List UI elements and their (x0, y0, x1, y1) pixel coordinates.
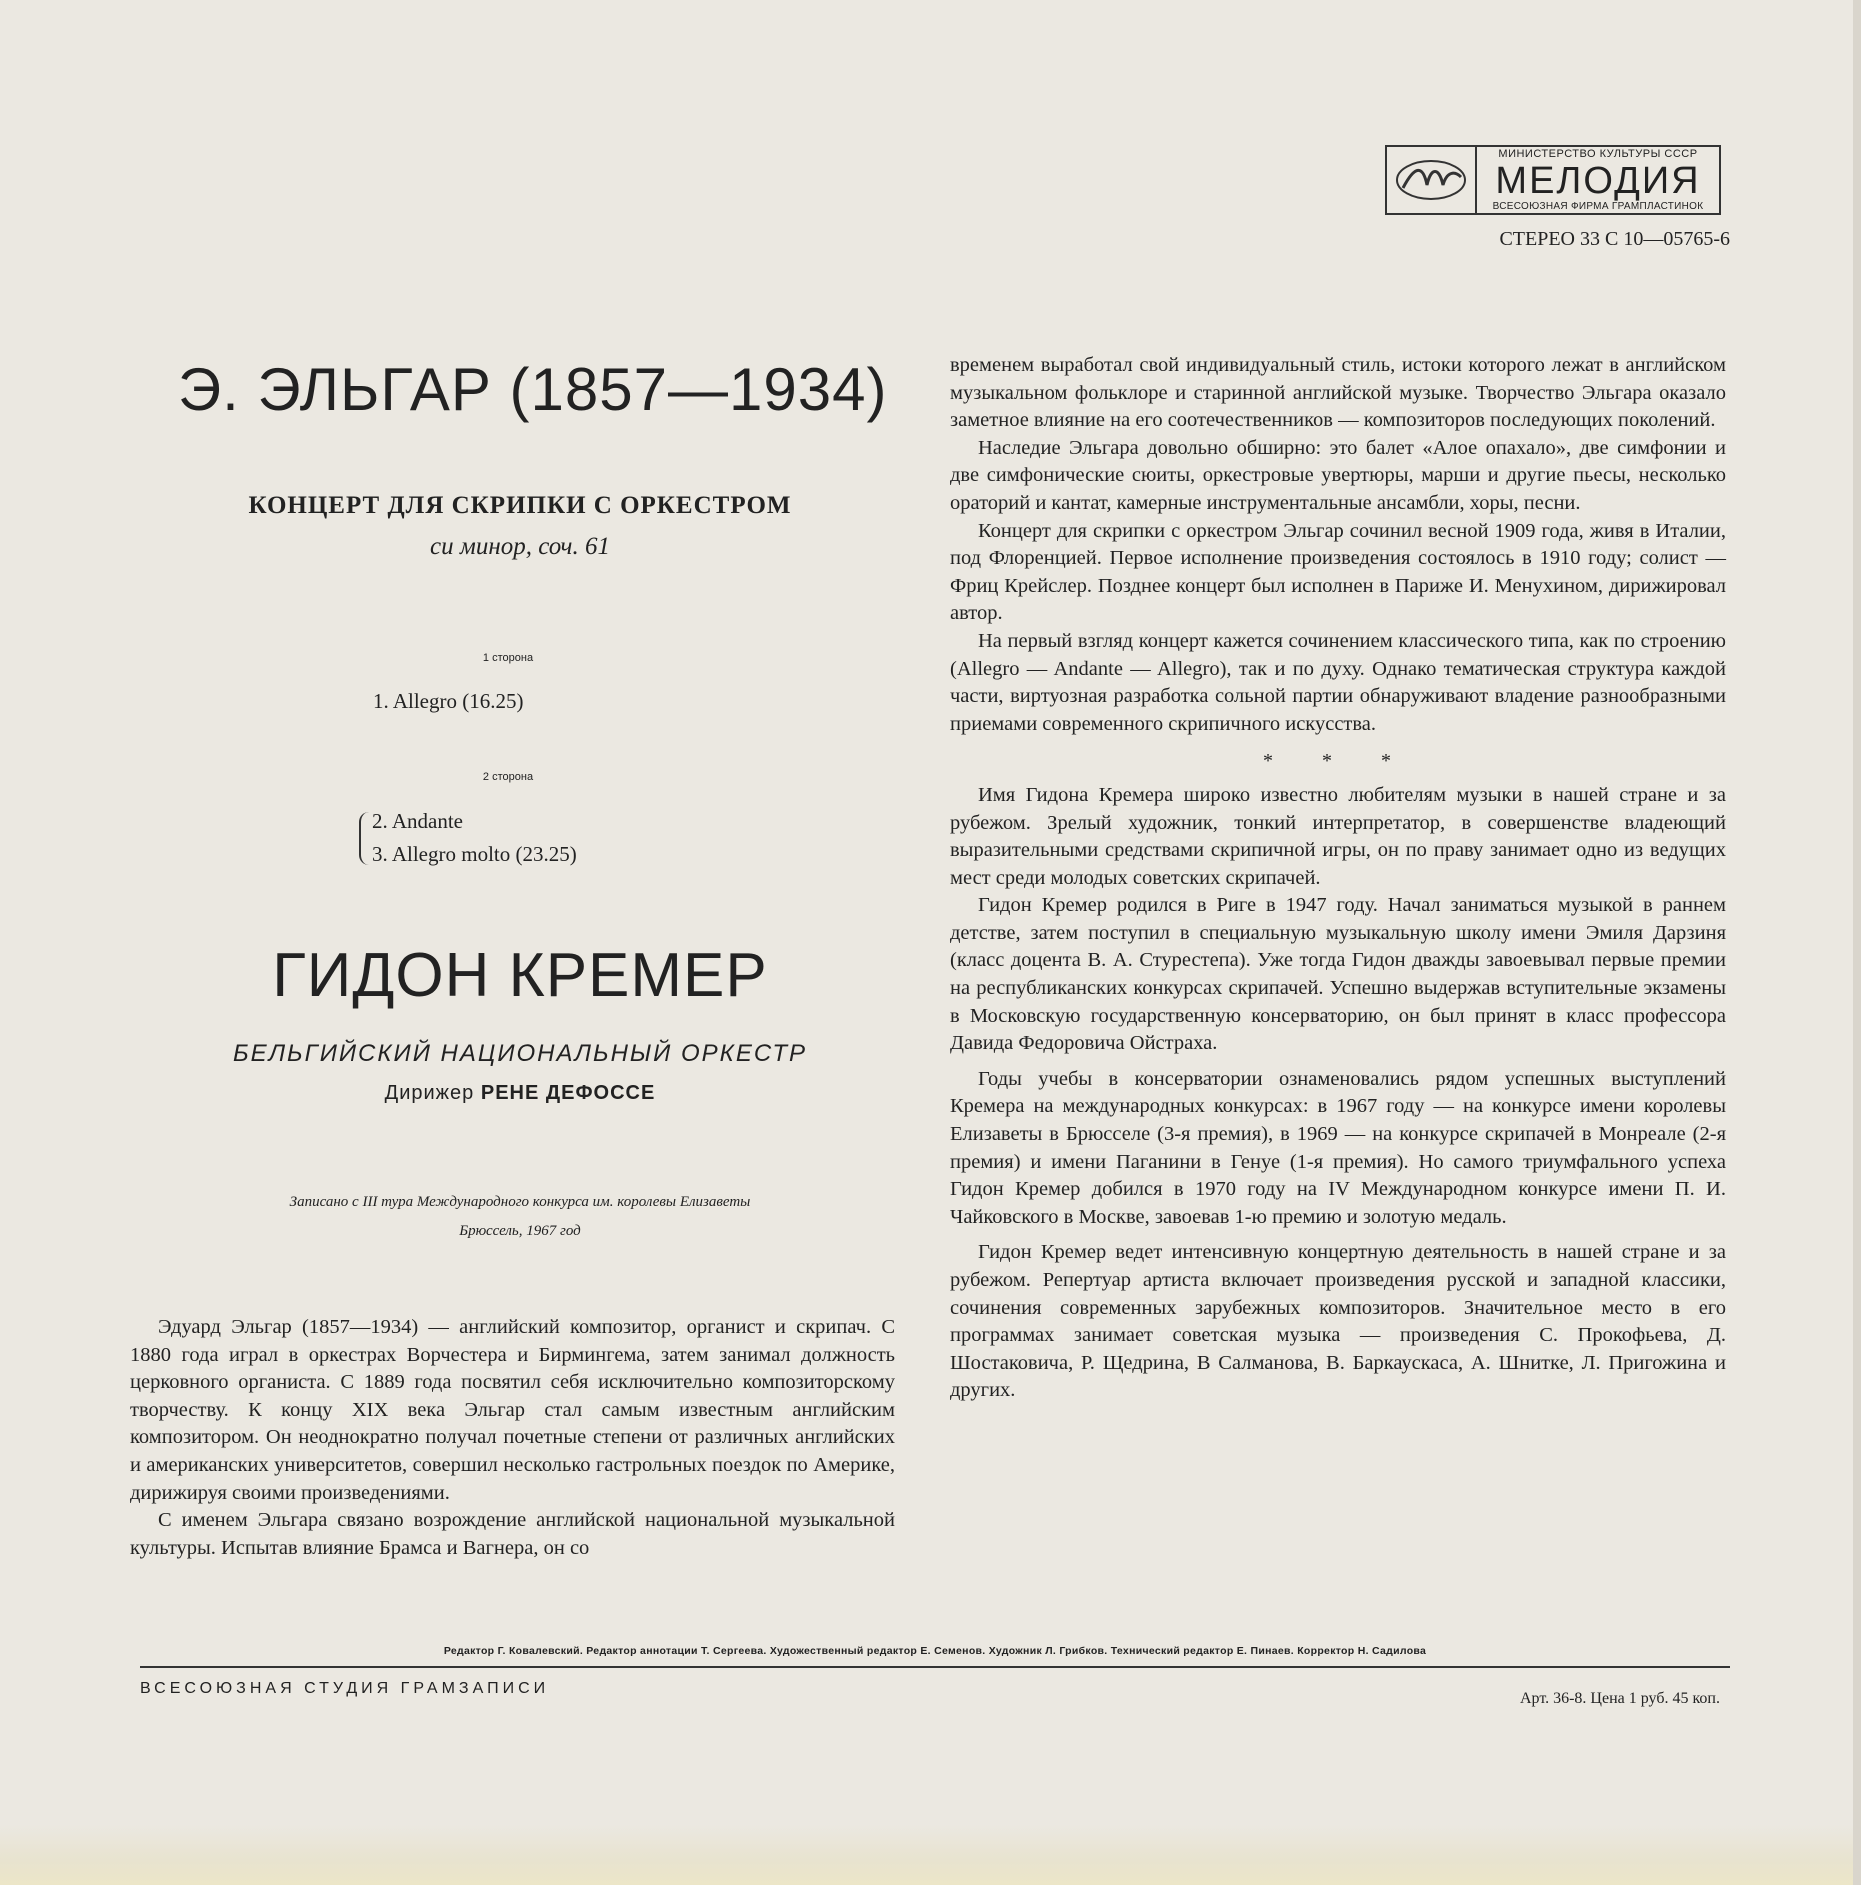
recording-note-line2: Брюссель, 1967 год (459, 1223, 581, 1239)
paragraph: Годы учебы в консерватории ознаменовались рядом успешных выступлений Кремера на международных конкурсах: в 1967 году — на конкурсе имени королевы Елизаветы в Брюсселе (3-я премия), в 1969 — на конкурсе скрипачей в Монреале (2-я премия) и имени Паганини в Генуе (1-я премия). Но самого триумфального успеха Гидон Кремер добился в 1970 году на IV Международном конкурсе имени П. И. Чайковского в Москве, завоевав 1-ю премию и золотую медаль. (950, 1067, 1726, 1228)
annotation-right-column (950, 352, 1726, 1405)
paragraph: временем выработал свой индивидуальный стиль, истоки которого лежат в английском музыкальном фольклоре и старинной английской музыке. Творчество Эльгара оказало заметное влияние на его соотечественников — композиторов последующих поколений. (950, 354, 1726, 432)
paragraph: Наследие Эльгара довольно обширно: это балет «Алое опахало», две симфонии и две симфонические сюиты, оркестровые увертюры, марши и другие пьесы, несколько ораторий и кантат, камерные инструментальные ансамбли, хоры, песни. (950, 436, 1726, 514)
studio-name: ВСЕСОЮЗНАЯ СТУДИЯ ГРАМЗАПИСИ (140, 1680, 550, 1697)
paper-edge (0, 1825, 1853, 1885)
annotation-left-column (130, 1314, 895, 1562)
logo-company: ВСЕСОЮЗНАЯ ФИРМА ГРАМПЛАСТИНОК (1492, 200, 1704, 212)
credits-line: Редактор Г. Ковалевский. Редактор аннотации Т. Сергеева. Художественный редактор Е. Семенов. Художник Л. Грибков. Технический редактор Е. Пинаев. Корректор Н. Садилова (443, 1645, 1427, 1657)
side-1-label: 1 сторона (482, 652, 534, 664)
tracks-brace (359, 812, 373, 865)
conductor-line (180, 1082, 860, 1105)
paragraph: С именем Эльгара связано возрождение английской национальной музыкальной культуры. Испытав влияние Брамса и Вагнера, он со (130, 1509, 895, 1559)
paragraph: Имя Гидона Кремера широко известно любителям музыки в нашей стране и за рубежом. Зрелый художник, тонкий интерпретатор, в совершенстве владеющий выразительными средствами скрипичной игры, он по праву занимает одно из ведущих мест среди молодых советских скрипачей. (950, 783, 1726, 889)
conductor-name: РЕНЕ ДЕФОССЕ (480, 1082, 656, 1104)
logo-ministry: МИНИСТЕРСТВО КУЛЬТУРЫ СССР (1498, 147, 1698, 160)
paragraph: Гидон Кремер ведет интенсивную концертную деятельность в нашей стране и за рубежом. Репертуар артиста включает произведения русской и западной классики, сочинения современных зарубежных композиторов. Значительное место в его программах занимает советская музыка — произведения С. Прокофьева, Д. Шостаковича, Р. Щедрина, В Салманова, В. Баркаускаса, А. Шнитке, Л. Пригожина и других. (950, 1241, 1726, 1402)
catalog-number: СТЕРЕО 33 С 10—05765-6 (1499, 228, 1730, 250)
paragraph: Эдуард Эльгар (1857—1934) — английский композитор, органист и скрипач. С 1880 года играл в оркестрах Ворчестера и Бирмингема, затем занимал должность церковного органиста. С 1889 года посвятил себя исключительно композиторскому творчеству. К концу XIX века Эльгар стал самым известным английским композитором. Он неоднократно получал почетные степени от различных английских и американских университетов, совершил несколько гастрольных поездок по Америке, дирижируя своими произведениями. (130, 1316, 895, 1504)
recording-note (150, 1188, 890, 1246)
footer-divider (140, 1666, 1730, 1668)
side-2-label: 2 сторона (482, 771, 534, 783)
orchestra-name: БЕЛЬГИЙСКИЙ НАЦИОНАЛЬНЫЙ ОРКЕСТР (232, 1040, 808, 1067)
price-line: Арт. 36-8. Цена 1 руб. 45 коп. (1519, 1690, 1720, 1707)
logo-brand: МЕЛОДИЯ (1495, 159, 1701, 202)
paragraph: На первый взгляд концерт кажется сочинением классического типа, как по строению (Allegro — Andante — Allegro), так и по духу. Однако тематическая структура каждой части, виртуозная разработка сольной партии обнаруживают владение разнообразными приемами современного скрипичного искусства. (950, 629, 1726, 735)
melodiya-logo (1385, 145, 1721, 215)
melodiya-emblem-icon (1387, 147, 1477, 213)
paragraph: Концерт для скрипки с оркестром Эльгар сочинил весной 1909 года, живя в Италии, под Флоренцией. Первое исполнение произведения состоялось в 1910 году; солист — Фриц Крейслер. Позднее концерт был исполнен в Париже И. Менухином, дирижировал автор. (950, 519, 1726, 625)
section-separator: * * * (1263, 750, 1413, 773)
conductor-prefix: Дирижер (384, 1082, 475, 1104)
recording-note-line1: Записано с III тура Международного конкурса им. королевы Елизаветы (289, 1194, 751, 1210)
track-2: 2. Andante (372, 809, 463, 833)
performer-heading: ГИДОН КРЕМЕР (272, 941, 768, 1010)
logo-text (1477, 149, 1719, 212)
track-1: 1. Allegro (16.25) (373, 689, 524, 713)
work-title: КОНЦЕРТ ДЛЯ СКРИПКИ С ОРКЕСТРОМ (248, 492, 792, 519)
work-key: си минор, соч. 61 (430, 533, 610, 560)
track-3: 3. Allegro molto (23.25) (372, 842, 577, 866)
paragraph: Гидон Кремер родился в Риге в 1947 году. Начал заниматься музыкой в раннем детстве, затем поступил в специальную музыкальную школу имени Эмиля Дарзиня (класс доцента В. А. Стурестепа). Уже тогда Гидон дважды завоевывал первые премии на республиканских конкурсах скрипачей. Успешно выдержав вступительные экзамены в Московскую государственную консерваторию, он был принят в класс профессора Давида Федоровича Ойстраха. (950, 894, 1726, 1055)
composer-heading: Э. ЭЛЬГАР (1857—1934) (178, 356, 888, 423)
